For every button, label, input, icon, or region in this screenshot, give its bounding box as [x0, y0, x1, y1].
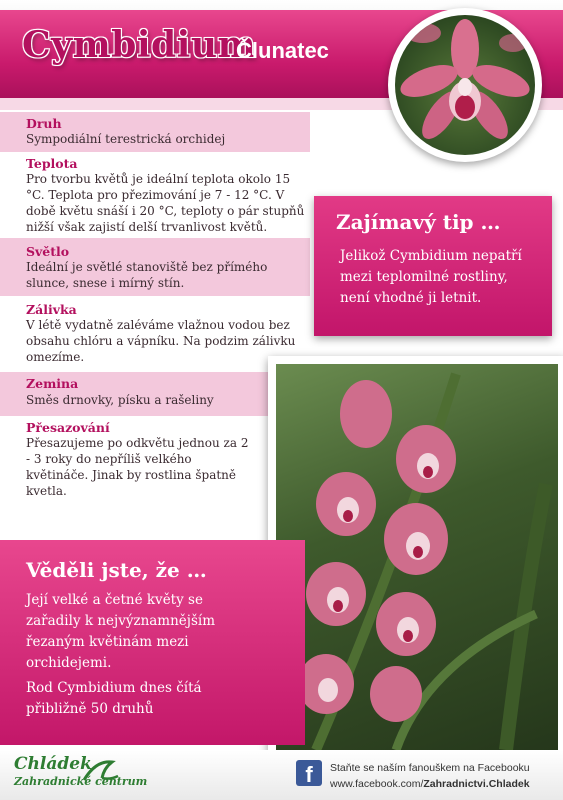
orchid-stem-illustration: [276, 364, 558, 750]
orchid-photo: [268, 356, 563, 758]
tip-title: Zajímavý tip …: [336, 210, 501, 234]
info-label-zemina: Zemina: [26, 376, 79, 391]
chladek-logo-icon: [82, 756, 120, 784]
did-you-know-title: Věděli jste, že …: [26, 558, 207, 582]
info-block-presazovani: [0, 416, 310, 498]
page-title: Cymbidium: [22, 24, 257, 66]
info-block-teplota: [0, 152, 310, 238]
tip-text: Jelikož Cymbidium nepatří mezi teplomilné rostliny, není vhodné ji letnit.: [340, 248, 522, 306]
info-block-svetlo: [0, 238, 310, 296]
facebook-link-handle: Zahradnictvi.Chladek: [423, 778, 530, 790]
info-text-druh: Sympodiální terestrická orchidej: [26, 132, 226, 146]
did-you-know-text-1: Její velké a četné květy se zařadily k nejvýznamnějším řezaným květinám mezi orchidejemi.: [26, 592, 216, 671]
facebook-invite: Staňte se naším fanouškem na Facebooku: [330, 762, 530, 774]
logo-subtitle: Zahradnické centrum: [14, 775, 148, 788]
info-label-svetlo: Světlo: [26, 244, 70, 259]
info-block-druh: [0, 112, 310, 152]
info-block-zalivka: [0, 296, 310, 372]
logo-name: Chládek: [14, 754, 92, 774]
info-block-zemina: [0, 372, 310, 416]
info-label-teplota: Teplota: [26, 156, 78, 171]
info-text-zemina: Směs drnovky, písku a rašeliny: [26, 393, 214, 407]
tip-box: [314, 196, 552, 336]
info-label-zalivka: Zálivka: [26, 302, 77, 317]
info-text-svetlo: Ideální je světlé stanoviště bez přímého slunce, snese i mírný stín.: [26, 260, 268, 290]
did-you-know-box: [0, 540, 305, 745]
facebook-link[interactable]: [330, 778, 530, 790]
page-subtitle: Člunatec: [236, 38, 329, 63]
info-text-zalivka: V létě vydatně zaléváme vlažnou vodou bez obsahu chlóru a vápníku. Na podzim zálivku omezíme.: [26, 318, 296, 364]
info-text-teplota: Pro tvorbu květů je ideální teplota okolo 15 °C. Teplota pro přezimování je 7 - 12 °C. V době květu snáší i 20 °C, teploty o pár stupňů nižší však zajistí delší trvanlivost květů.: [26, 172, 305, 234]
info-text-presazovani: Přesazujeme po odkvětu jednou za 2 - 3 roky do nepříliš velkého květináče. Jinak by rostlina špatně kvetla.: [26, 436, 249, 498]
info-label-presazovani: Přesazování: [26, 420, 110, 435]
top-orchid-photo: [388, 8, 542, 162]
info-label-druh: Druh: [26, 116, 62, 131]
orchid-flower-illustration: [395, 15, 535, 155]
facebook-link-prefix: www.facebook.com/: [330, 778, 424, 790]
facebook-icon[interactable]: f: [296, 760, 322, 786]
did-you-know-text-2: Rod Cymbidium dnes čítá přibližně 50 druhů: [26, 680, 202, 717]
